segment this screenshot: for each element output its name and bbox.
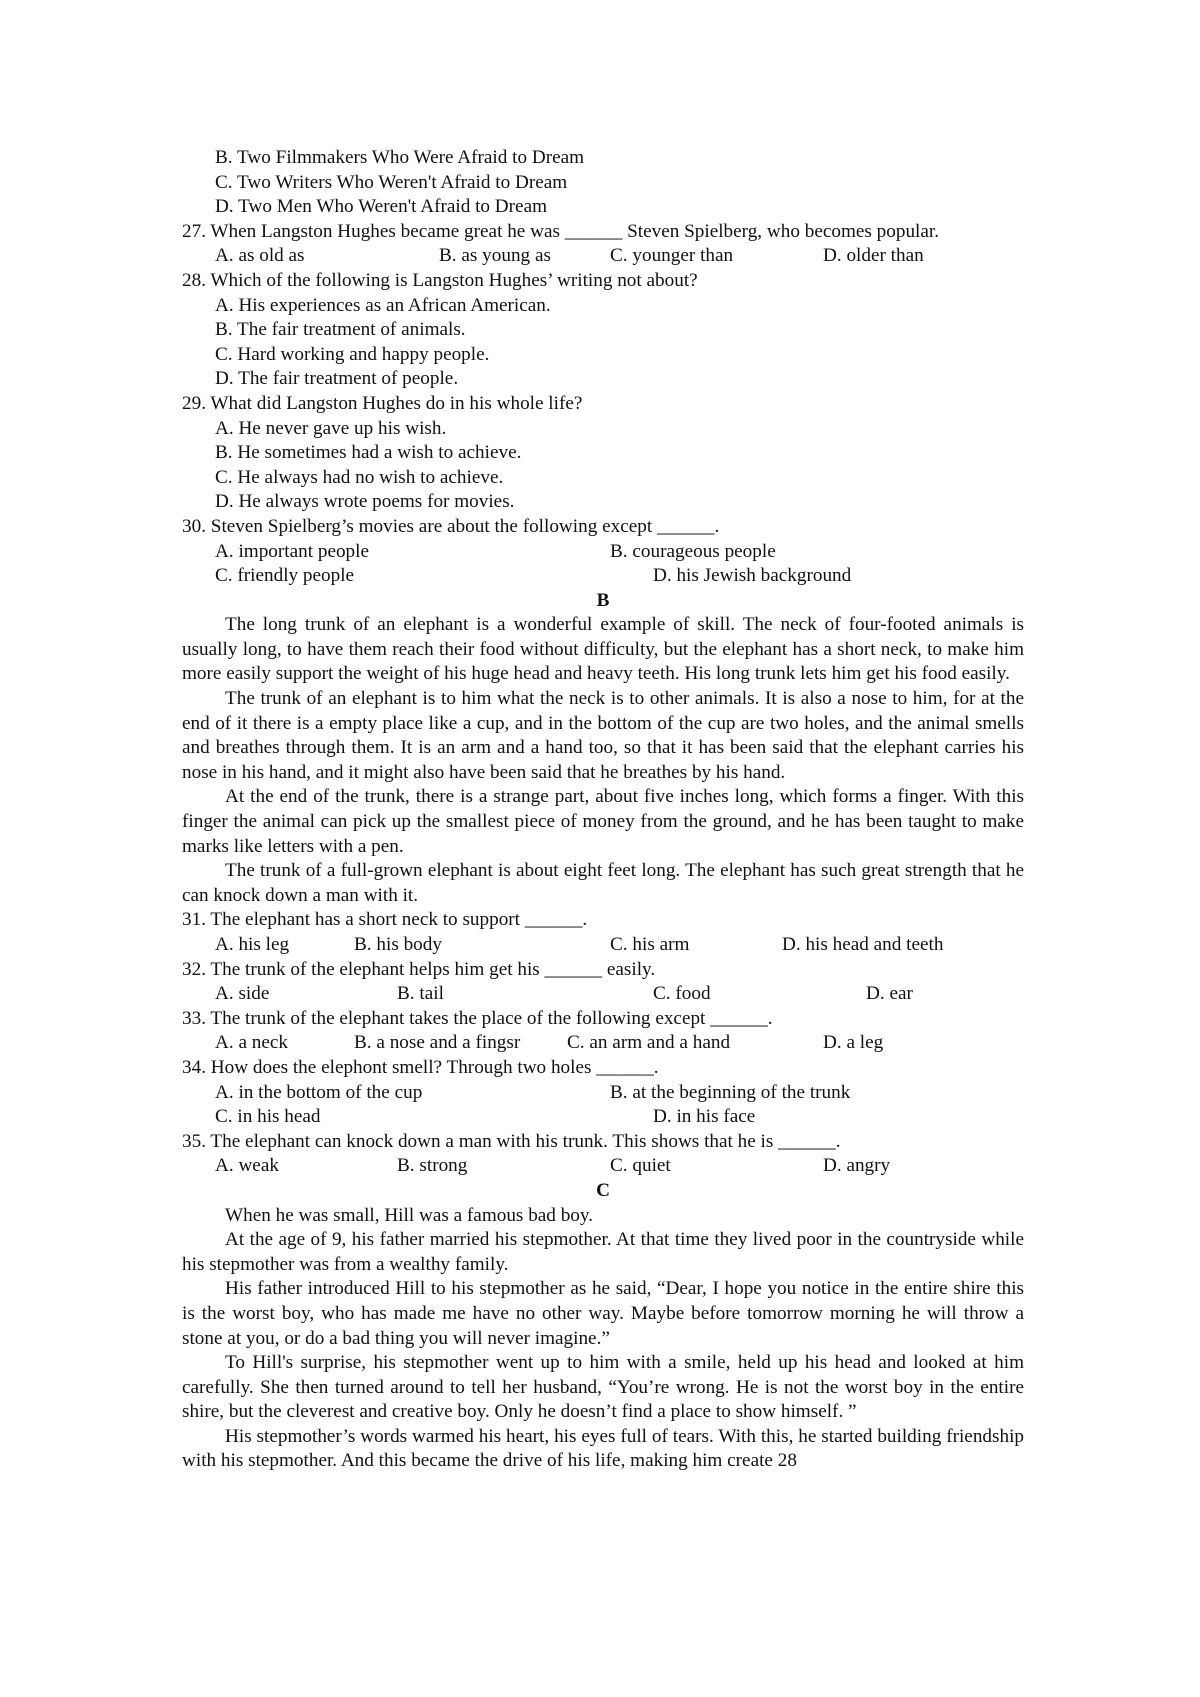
- q35-option-d: D. angry: [823, 1155, 891, 1177]
- q31-option-b: B. his body: [354, 934, 442, 955]
- q26-option-d: D. Two Men Who Weren't Afraid to Dream: [215, 196, 548, 218]
- q32-options: [182, 982, 1024, 1007]
- q31-options: [182, 933, 1024, 958]
- q35-option-a: A. weak: [215, 1155, 279, 1177]
- q35-options: [182, 1154, 1024, 1179]
- passage-b-paragraph-3: At the end of the trunk, there is a strange part, about five inches long, which forms a finger. With this finger the animal can pick up the smallest piece of money from the ground, and he has been taught to make marks like letters with a pen.: [182, 786, 1024, 857]
- q31-option-c: C. his arm: [610, 934, 690, 955]
- q29-stem: 29. What did Langston Hughes do in his whole life?: [182, 392, 583, 414]
- q32-option-a: A. side: [215, 983, 270, 1005]
- q30-options-row2: [182, 564, 1024, 589]
- passage-b-paragraph-2: The trunk of an elephant is to him what the neck is to other animals. It is also a nose to him, for at the end of it there is a empty place like a cup, and in the bottom of the cup are two holes, and the animal smells and breathes through them. It is an arm and a hand too, so that it has been said that the elephant carries his nose in his hand, and it might also have been said that he breathes by his hand.: [182, 688, 1024, 783]
- section-b-heading: B: [596, 589, 610, 611]
- q27-option-a: A. as old as: [215, 245, 305, 267]
- q31-stem: 31. The elephant has a short neck to support ______.: [182, 909, 588, 931]
- q29-option-d: D. He always wrote poems for movies.: [215, 491, 515, 513]
- q28-option-a: A. His experiences as an African American.: [215, 294, 551, 316]
- q34-option-a: A. in the bottom of the cup: [215, 1081, 423, 1103]
- q29-option-b: B. He sometimes had a wish to achieve.: [215, 442, 522, 464]
- q30-option-b: B. courageous people: [610, 540, 776, 562]
- q33-option-c: C. an arm and a hand: [567, 1032, 731, 1054]
- q26-option-c: C. Two Writers Who Weren't Afraid to Dream: [215, 171, 568, 193]
- q35-option-c: C. quiet: [610, 1155, 671, 1177]
- q34-stem: 34. How does the elephont smell? Through two holes ______.: [182, 1056, 659, 1078]
- q32-option-d: D. ear: [866, 983, 913, 1005]
- q27-option-b: B. as young as: [439, 245, 551, 267]
- q33-option-b: B. a nose and a fingsr: [354, 1032, 521, 1054]
- passage-b-paragraph-4: The trunk of a full-grown elephant is about eight feet long. The elephant has such great strength that he can knock down a man with it.: [182, 860, 1024, 906]
- q31-option-d: D. his head and teeth: [782, 934, 944, 955]
- q30-option-a: A. important people: [215, 540, 369, 562]
- passage-b-paragraph-1: The long trunk of an elephant is a wonderful example of skill. The neck of four-footed animals is usually long, to have them reach their food without difficulty, but the elephant has a short neck, to make him more easily support the weight of his huge head and heavy teeth. His long trunk lets him get his food easily.: [182, 614, 1024, 685]
- section-c-heading: C: [596, 1179, 610, 1201]
- q27-options: [182, 244, 1024, 269]
- q34-option-b: B. at the beginning of the trunk: [610, 1081, 851, 1103]
- q34-options-row2: [182, 1105, 1024, 1130]
- q31-option-a: A. his leg: [215, 934, 290, 955]
- q34-options-row1: [182, 1081, 1024, 1106]
- passage-c-paragraph-2: At the age of 9, his father married his stepmother. At that time they lived poor in the countryside while his stepmother was from a wealthy family.: [182, 1229, 1024, 1275]
- q27-stem: 27. When Langston Hughes became great he was ______ Steven Spielberg, who becomes popular.: [182, 220, 940, 242]
- q29-option-a: A. He never gave up his wish.: [215, 417, 447, 439]
- q27-option-c: C. younger than: [610, 245, 734, 267]
- passage-c-paragraph-3: His father introduced Hill to his stepmother as he said, “Dear, I hope you notice in the entire shire this is the worst boy, who has made me have no other way. Maybe before tomorrow morning he will throw a stone at you, or do a bad thing you will never imagine.”: [182, 1278, 1024, 1349]
- q28-stem: 28. Which of the following is Langston Hughes’ writing not about?: [182, 269, 698, 291]
- q28-option-c: C. Hard working and happy people.: [215, 343, 490, 365]
- q28-option-b: B. The fair treatment of animals.: [215, 319, 466, 341]
- q30-option-d: D. his Jewish background: [653, 565, 852, 587]
- q32-option-c: C. food: [653, 983, 711, 1005]
- q29-option-c: C. He always had no wish to achieve.: [215, 466, 504, 488]
- section-b-passage: [182, 613, 1024, 908]
- q30-option-c: C. friendly people: [215, 565, 355, 587]
- q35-stem: 35. The elephant can knock down a man with his trunk. This shows that he is ______.: [182, 1130, 841, 1152]
- q30-stem: 30. Steven Spielberg’s movies are about the following except ______.: [182, 515, 720, 537]
- q34-option-d: D. in his face: [653, 1106, 756, 1128]
- section-c-passage: [182, 1204, 1024, 1475]
- passage-c-paragraph-1: When he was small, Hill was a famous bad boy.: [225, 1204, 594, 1226]
- q26-option-b: B. Two Filmmakers Who Were Afraid to Dream: [215, 147, 585, 168]
- passage-c-paragraph-5: His stepmother’s words warmed his heart, his eyes full of tears. With this, he started building friendship with his stepmother. And this became the drive of his life, making him create 28: [182, 1425, 1024, 1472]
- q28-option-d: D. The fair treatment of people.: [215, 368, 459, 390]
- exam-page: [182, 146, 1024, 1474]
- q27-option-d: D. older than: [823, 245, 924, 267]
- q33-option-a: A. a neck: [215, 1032, 288, 1054]
- q35-option-b: B. strong: [397, 1155, 468, 1177]
- q34-option-c: C. in his head: [215, 1106, 321, 1128]
- q30-options-row1: [182, 540, 1024, 565]
- q32-option-b: B. tail: [397, 983, 444, 1005]
- passage-c-paragraph-4: To Hill's surprise, his stepmother went up to him with a smile, held up his head and looked at him carefully. She then turned around to tell her husband, “You’re wrong. He is not the worst boy in the entire shire, but the cleverest and creative boy. Only he doesn’t find a place to show himself. ”: [182, 1352, 1024, 1423]
- q33-option-d: D. a leg: [823, 1032, 884, 1054]
- q32-stem: 32. The trunk of the elephant helps him get his ______ easily.: [182, 958, 656, 980]
- q33-options: [182, 1031, 1024, 1056]
- q33-stem: 33. The trunk of the elephant takes the place of the following except ______.: [182, 1007, 773, 1029]
